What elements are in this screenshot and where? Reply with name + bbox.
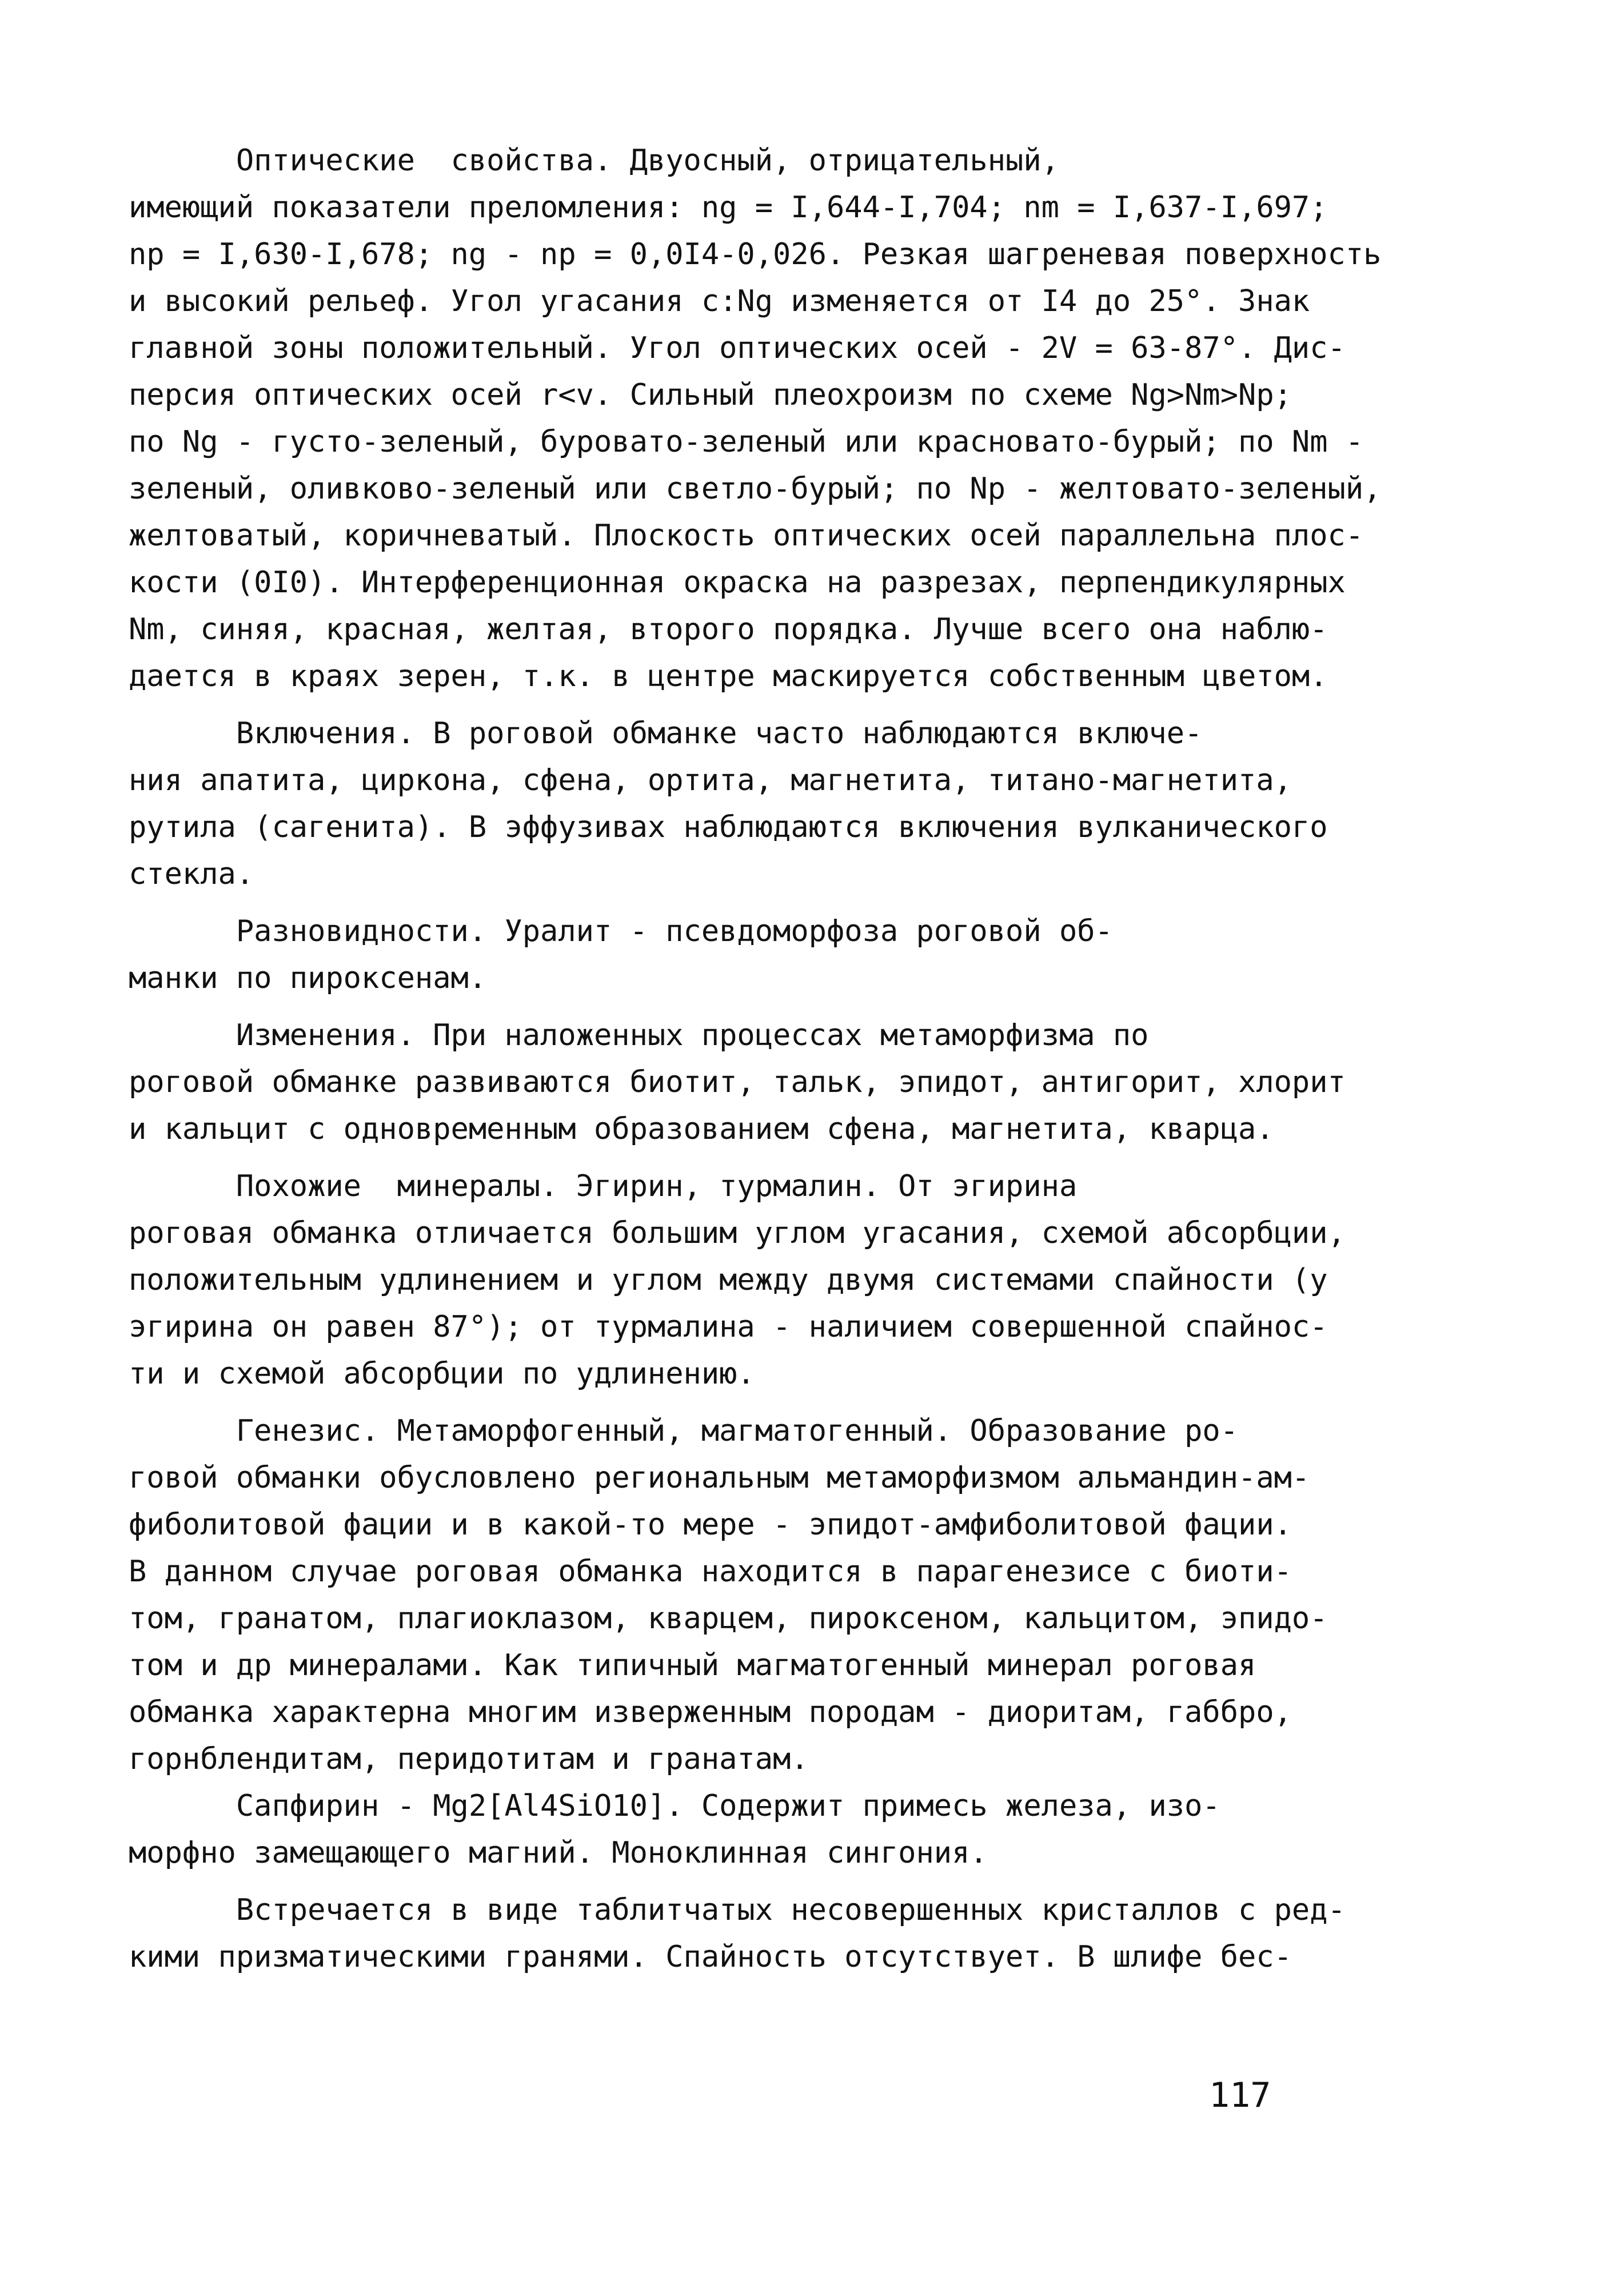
text-line: персия оптических осей r<v. Сильный плеохроизм по схеме Ng>Nm>Np; (129, 378, 1292, 412)
text-line: роговая обманка отличается большим углом угасания, схемой абсорбции, (129, 1216, 1346, 1250)
text-line: кими призматическими гранями. Спайность отсутствует. В шлифе бес- (129, 1940, 1292, 1974)
text-line: В данном случае роговая обманка находится в парагенезисе с биоти- (129, 1554, 1292, 1589)
text-line: и кальцит с одновременным образованием сфена, магнетита, кварца. (129, 1112, 1274, 1146)
text-line: Изменения. При наложенных процессах метаморфизма по (129, 1018, 1149, 1053)
text-line: Сапфирин - Mg2[Al4SiO10]. Содержит примесь железа, изо- (129, 1789, 1220, 1823)
text-line: положительным удлинением и углом между двумя системами спайности (у (129, 1263, 1328, 1297)
text-line: морфно замещающего магний. Моноклинная сингония. (129, 1836, 988, 1870)
text-line: том и др минералами. Как типичный магматогенный минерал роговая (129, 1648, 1256, 1683)
text-line: говой обманки обусловлено региональным метаморфизмом альмандин-ам- (129, 1461, 1310, 1495)
text-line: роговой обманке развиваются биотит, тальк, эпидот, антигорит, хлорит (129, 1065, 1346, 1099)
text-line: горнблендитам, перидотитам и гранатам. (129, 1742, 809, 1776)
text-line: имеющий показатели преломления: ng = I,644-I,704; nm = I,637-I,697; (129, 190, 1328, 225)
text-line: np = I,630-I,678; ng - np = 0,0I4-0,026. Резкая шагреневая поверхность (129, 237, 1382, 272)
text-line: том, гранатом, плагиоклазом, кварцем, пироксеном, кальцитом, эпидо- (129, 1601, 1328, 1636)
text-line: кости (0I0). Интерференционная окраска на разрезах, перпендикулярных (129, 565, 1346, 600)
text-line: фиболитовой фации и в какой-то мере - эпидот-амфиболитовой фации. (129, 1508, 1292, 1542)
text-line: Похожие минералы. Эгирин, турмалин. От эгирина (129, 1169, 1078, 1203)
text-line: зеленый, оливково-зеленый или светло-бурый; по Np - желтовато-зеленый, (129, 472, 1382, 506)
text-line: ния апатита, циркона, сфена, ортита, магнетита, титано-магнетита, (129, 763, 1292, 798)
text-line: эгирина он равен 87°); от турмалина - наличием совершенной спайнос- (129, 1310, 1328, 1344)
text-line: Включения. В роговой обманке часто наблюдаются включе- (129, 716, 1203, 751)
text-line: по Ng - густо-зеленый, буровато-зеленый или красновато-бурый; по Nm - (129, 425, 1364, 459)
text-line: желтоватый, коричневатый. Плоскость оптических осей параллельна плос- (129, 519, 1364, 553)
text-line: Генезис. Метаморфогенный, магматогенный. Образование ро- (129, 1414, 1239, 1448)
text-line: рутила (сагенита). В эффузивах наблюдаются включения вулканического (129, 810, 1328, 844)
text-line: дается в краях зерен, т.к. в центре маскируется собственным цветом. (129, 659, 1328, 693)
page-number: 117 (1209, 2075, 1271, 2115)
text-line: Встречается в виде таблитчатых несовершенных кристаллов с ред- (129, 1893, 1346, 1927)
text-line: манки по пироксенам. (129, 961, 487, 995)
text-line: обманка характерна многим изверженным породам - диоритам, габбро, (129, 1695, 1292, 1729)
body-text (129, 137, 1382, 1980)
text-line: Nm, синяя, красная, желтая, второго порядка. Лучше всего она наблю- (129, 612, 1328, 647)
text-line: Разновидности. Уралит - псевдоморфоза роговой об- (129, 914, 1113, 948)
text-line: главной зоны положительный. Угол оптических осей - 2V = 63-87°. Дис- (129, 331, 1346, 365)
text-line: ти и схемой абсорбции по удлинению. (129, 1357, 755, 1391)
text-line: и высокий рельеф. Угол угасания c:Ng изменяется от I4 до 25°. Знак (129, 284, 1310, 318)
text-line: стекла. (129, 857, 254, 891)
text-line: Оптические свойства. Двуосный, отрицательный, (129, 144, 1059, 178)
